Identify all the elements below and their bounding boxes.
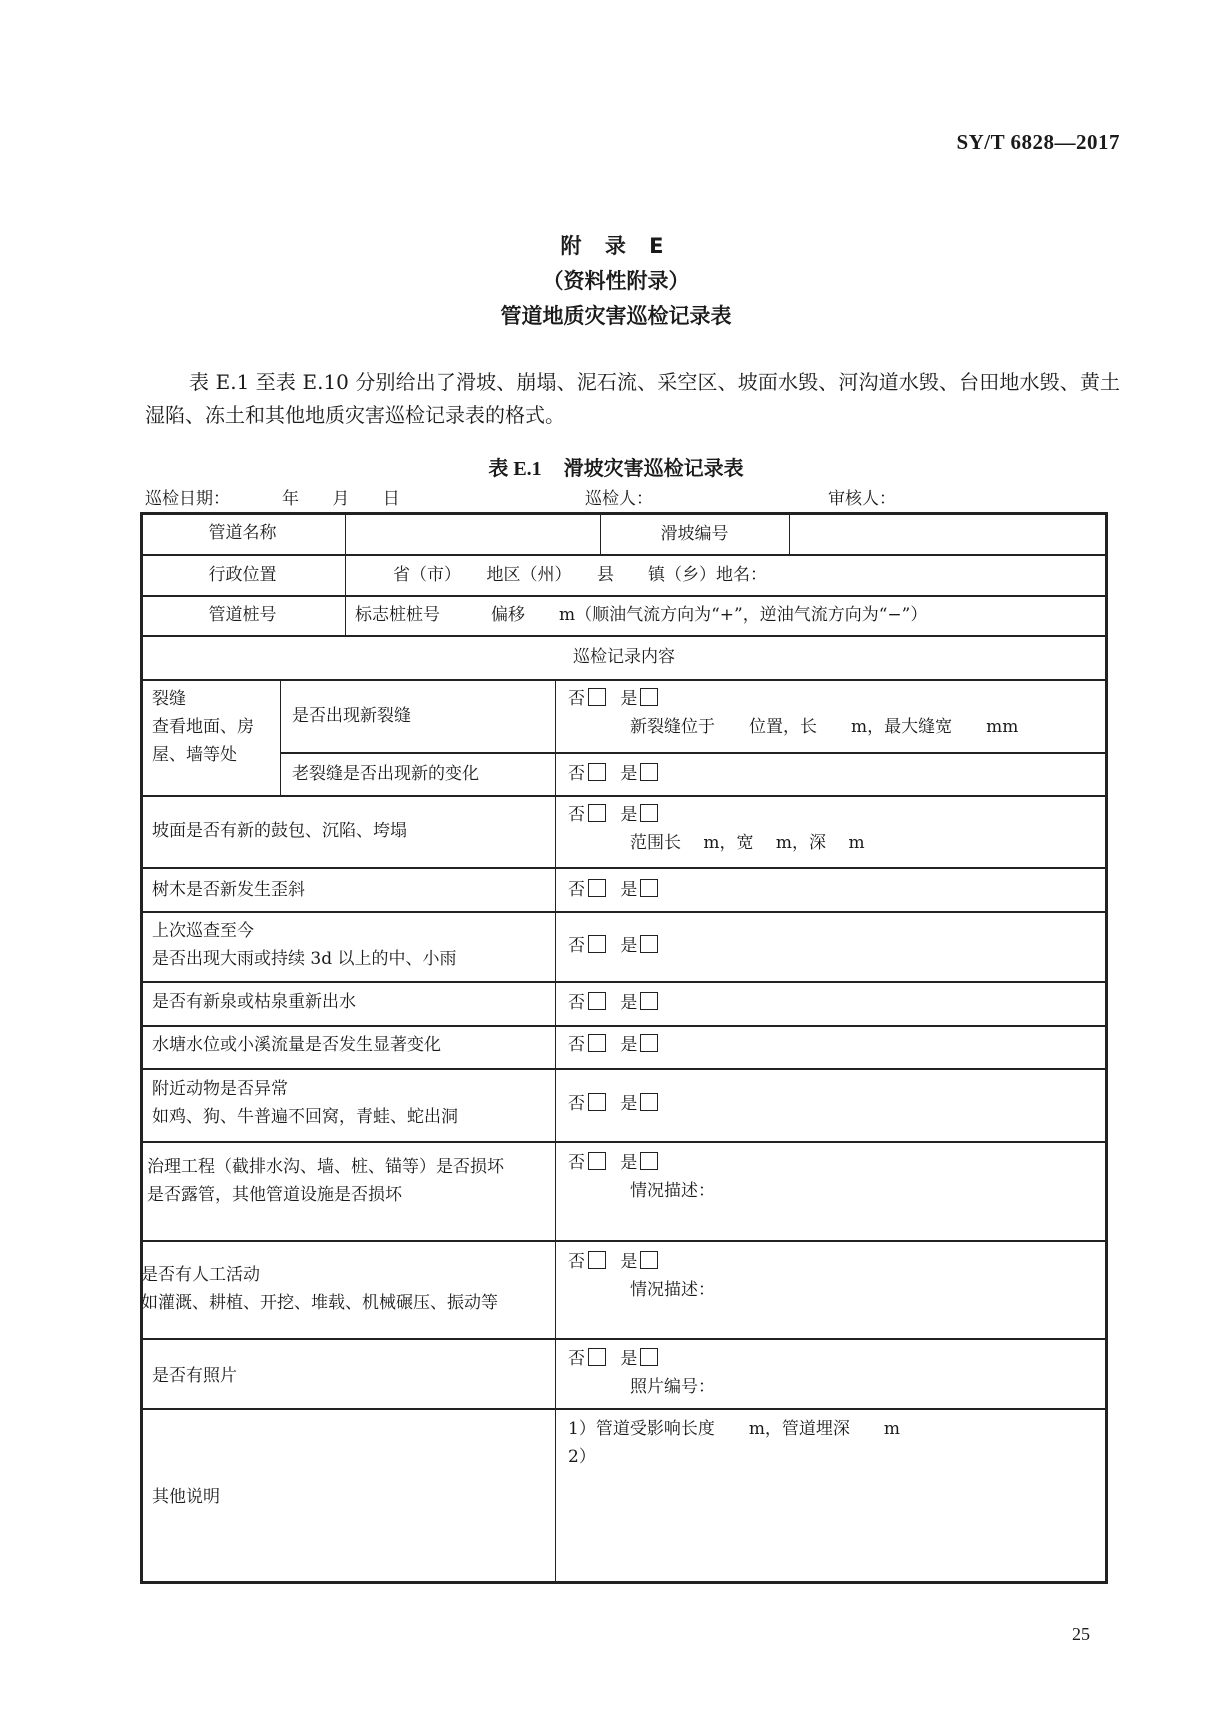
no-label: 否 [568,1153,585,1173]
appendix-name: 管道地质灾害巡检记录表 [500,304,732,328]
rule-row2 [140,595,1108,597]
photo-answer [568,1345,715,1401]
no-label: 否 [568,1035,585,1055]
location-label: 行政位置 [208,565,277,585]
no-label: 否 [568,764,585,784]
crack-group-label [152,685,254,769]
yes-label: 是 [620,1252,638,1272]
rule-row9 [140,981,1108,983]
appendix-title: 附 录 E [560,234,672,258]
inspection-date-field [145,484,414,509]
rule-row11 [140,1068,1108,1070]
human-activity-line-2: 如灌溉、耕植、开挖、堆载、机械碾压、振动等 [141,1293,498,1313]
no-label: 否 [568,689,585,709]
yes-label: 是 [620,805,638,825]
landslide-number-label: 滑坡编号 [660,524,729,544]
no-checkbox[interactable] [588,935,606,953]
works-situation: 情况描述： [630,1181,715,1201]
human-activity-question [141,1261,498,1317]
rule-row15 [140,1408,1108,1410]
yes-checkbox[interactable] [640,1348,658,1366]
rule-row5 [280,752,1108,754]
yes-label: 是 [620,993,638,1013]
animal-answer [568,1090,667,1118]
stake-label: 管道桩号 [208,605,277,625]
no-checkbox[interactable] [588,1093,606,1111]
no-label: 否 [568,993,585,1013]
spring-question: 是否有新泉或枯泉重新出水 [152,992,356,1012]
crack-group-line-1: 裂缝 [152,689,186,709]
photo-question: 是否有照片 [152,1366,237,1386]
rule-row10 [140,1025,1108,1027]
yes-label: 是 [620,1349,638,1369]
rule-row14 [140,1338,1108,1340]
new-crack-options [568,685,1018,713]
yes-label: 是 [620,880,638,900]
stake-value: 标志桩桩号 偏移 m（顺油气流方向为“+”，逆油气流方向为“−”） [355,605,928,625]
yes-checkbox[interactable] [640,1034,658,1052]
inspection-date-units: 年 月 日 [282,489,414,509]
slope-question: 坡面是否有新的鼓包、沉陷、垮塌 [152,821,407,841]
new-crack-question: 是否出现新裂缝 [292,706,411,726]
yes-checkbox[interactable] [640,879,658,897]
yes-checkbox[interactable] [640,1152,658,1170]
landslide-inspection-form [140,512,1108,1584]
rule-row4 [140,679,1108,681]
photo-number: 照片编号： [630,1377,715,1397]
old-crack-answer [568,760,667,788]
slope-options [568,801,865,829]
rule-row6 [140,795,1108,797]
pipeline-name-label: 管道名称 [208,523,277,543]
other-remark-2: 2） [568,1447,596,1467]
inspector-label: 巡检人： [585,489,653,509]
animal-question [152,1075,458,1131]
new-crack-detail: 新裂缝位于 位置，长 m，最大缝宽 mm [630,717,1019,737]
yes-label: 是 [620,1035,638,1055]
no-checkbox[interactable] [588,804,606,822]
appendix-subtitle: （资料性附录） [542,269,690,293]
rule-row12 [140,1141,1108,1143]
crack-group-line-2: 查看地面、房 [152,717,254,737]
rule-col-crack [280,679,281,795]
rule-col-answer [555,679,556,1584]
no-checkbox[interactable] [588,879,606,897]
table-caption-title: 滑坡灾害巡检记录表 [563,456,744,480]
human-activity-answer [568,1248,715,1304]
spring-answer [568,989,667,1017]
no-checkbox[interactable] [588,1251,606,1269]
human-activity-line-1: 是否有人工活动 [141,1265,260,1285]
no-label: 否 [568,1252,585,1272]
yes-label: 是 [620,1094,638,1114]
works-question-line-1: 治理工程（截排水沟、墙、桩、锚等）是否损坏 [147,1157,504,1177]
standard-number: SY/T 6828—2017 [956,130,1120,154]
works-question-line-2: 是否露管，其他管道设施是否损坏 [147,1185,402,1205]
crack-group-line-3: 屋、墙等处 [152,745,237,765]
yes-checkbox[interactable] [640,1251,658,1269]
yes-checkbox[interactable] [640,688,658,706]
photo-options [568,1345,715,1373]
page-number: 25 [1072,1624,1090,1644]
rain-question-line-2: 是否出现大雨或持续 3d 以上的中、小雨 [152,949,457,969]
pond-answer [568,1031,667,1059]
reviewer-label: 审核人： [828,489,896,509]
animal-question-line-1: 附近动物是否异常 [152,1079,288,1099]
intro-paragraph: 表 E.1 至表 E.10 分别给出了滑坡、崩塌、泥石流、采空区、坡面水毁、河沟道水毁、台田地水毁、黄土湿陷、冻土和其他地质灾害巡检记录表的格式。 [145,370,1120,427]
table-caption [0,452,1232,481]
rule-col-label-top [345,512,346,635]
pond-question: 水塘水位或小溪流量是否发生显著变化 [152,1035,441,1055]
tree-answer [568,876,667,904]
other-remarks-label: 其他说明 [152,1487,220,1507]
yes-checkbox[interactable] [640,1093,658,1111]
table-caption-number: 表 E.1 [488,458,542,480]
no-label: 否 [568,936,585,956]
no-label: 否 [568,1349,585,1369]
yes-checkbox[interactable] [640,763,658,781]
slope-detail: 范围长 m，宽 m，深 m [630,833,865,853]
rain-question-line-1: 上次巡查至今 [152,921,254,941]
works-answer [568,1149,715,1205]
yes-label: 是 [620,1153,638,1173]
old-crack-question: 老裂缝是否出现新的变化 [292,764,479,784]
yes-label: 是 [620,764,638,784]
no-checkbox[interactable] [588,1034,606,1052]
no-label: 否 [568,880,585,900]
no-checkbox[interactable] [588,688,606,706]
yes-label: 是 [620,936,638,956]
rule-row8 [140,911,1108,913]
no-checkbox[interactable] [588,1348,606,1366]
rule-row3 [140,635,1108,637]
works-question [147,1153,504,1209]
human-activity-situation: 情况描述： [630,1280,715,1300]
yes-checkbox[interactable] [640,804,658,822]
new-crack-answer [568,685,1018,741]
slope-answer [568,801,865,857]
rain-question [152,917,457,973]
yes-checkbox[interactable] [640,992,658,1010]
location-value: 省（市） 地区（州） 县 镇（乡）地名： [393,565,767,585]
rule-col-code-top [789,512,790,554]
tree-question: 树木是否新发生歪斜 [152,880,305,900]
no-label: 否 [568,805,585,825]
other-remark-1: 1）管道受影响长度 m，管道埋深 m [568,1419,901,1439]
rule-row7 [140,867,1108,869]
rule-row1 [140,554,1108,556]
animal-question-line-2: 如鸡、狗、牛普遍不回窝，青蛙、蛇出洞 [152,1107,458,1127]
inspection-date-label: 巡检日期： [145,489,230,509]
human-activity-options [568,1248,715,1276]
no-label: 否 [568,1094,585,1114]
no-checkbox[interactable] [588,992,606,1010]
yes-label: 是 [620,689,638,709]
no-checkbox[interactable] [588,1152,606,1170]
section-header: 巡检记录内容 [573,647,675,667]
yes-checkbox[interactable] [640,935,658,953]
other-remarks-content [568,1415,900,1471]
rain-answer [568,932,667,960]
works-options [568,1149,715,1177]
rule-row13 [140,1240,1108,1242]
no-checkbox[interactable] [588,763,606,781]
